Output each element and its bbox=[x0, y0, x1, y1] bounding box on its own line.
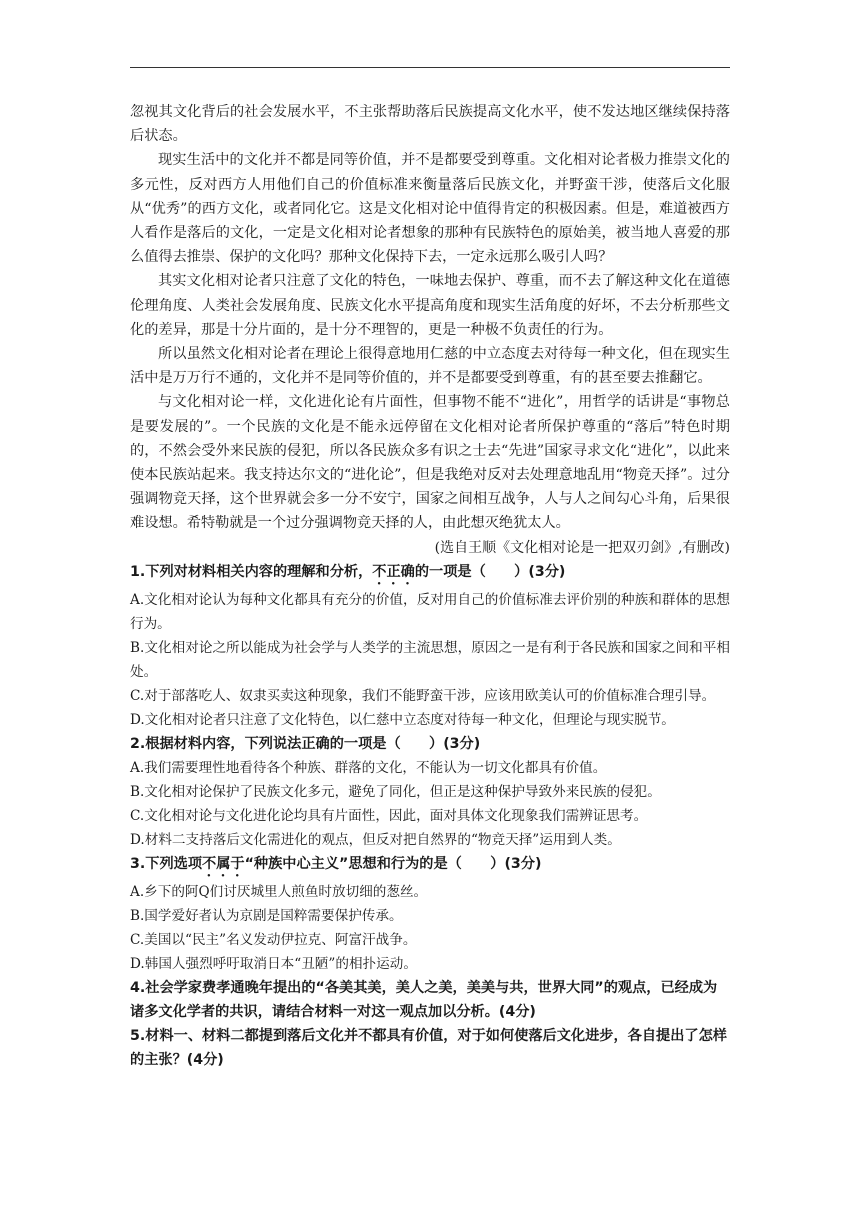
option: A.我们需要理性地看待各个种族、群落的文化，不能认为一切文化都具有价值。 bbox=[130, 759, 607, 776]
question-1-text-end: 的一项是（ ） bbox=[414, 563, 529, 580]
paragraph: 与文化相对论一样，文化进化论有片面性，但事物不能不“进化”，用哲学的话讲是“事物总是要发展的”。一个民族的文化是不能永远停留在文化相对论者所保护尊重的“落后”特色时期的，不然会受外来民族的侵犯，所以各民族众多有识之士去“先进”国家寻求文化“进化”，以此来使本民族站起来。我支持达尔文的“进化论”，但是我绝对反对去处理意地乱用“物竞天择”。过分强调物竞天择，这个世界就会多一分不安宁，国家之间相互战争，人与人之间勾心斗角，后果很难设想。希特勒就是一个过分强调物竞天择的人，由此想灭绝犹太人。 bbox=[130, 394, 730, 532]
paragraph: 现实生活中的文化并不都是同等价值，并不是都要受到尊重。文化相对论者极力推崇文化的多元性，反对西方人用他们自己的价值标准来衡量落后民族文化，并野蛮干涉，使落后文化服从“优秀”的西方文化，或者同化它。这是文化相对论中值得肯定的积极因素。但是，难道被西方人看作是落后的文化，一定是文化相对论者想象的那种有民族特色的原始美，被当地人喜爱的那么值得去推崇、保护的文化吗？那种文化保持下去，一定永远那么吸引人吗？ bbox=[130, 152, 730, 266]
option: C.美国以“民主”名义发动伊拉克、阿富汗战争。 bbox=[130, 931, 417, 948]
option: D.材料二支持落后文化需进化的观点，但反对把自然界的“物竞天择”运用到人类。 bbox=[130, 831, 621, 848]
paragraph: 其实文化相对论者只注意了文化的特色，一味地去保护、尊重，而不去了解这种文化在道德伦理角度、人类社会发展角度、民族文化水平提高角度和现实生活角度的好坏，不去分析那些文化的差异，那是十分片面的，是十分不理智的，更是一种极不负责任的行为。 bbox=[130, 273, 730, 338]
question-3-text-end: “种族中心主义”思想和行为的是（ ） bbox=[244, 855, 505, 872]
question-1 bbox=[130, 560, 730, 588]
source-citation: (选自王顺《文化相对论是一把双刃剑》,有删改) bbox=[434, 539, 730, 556]
points: (3分) bbox=[443, 735, 481, 752]
emphasis-text: 不正确 bbox=[372, 563, 415, 580]
points: (3分) bbox=[528, 563, 566, 580]
question-1-text: 1.下列对材料相关内容的理解和分析， bbox=[130, 563, 373, 580]
option: C.文化相对论与文化进化论均具有片面性，因此，面对具体文化现象我们需辨证思考。 bbox=[130, 807, 648, 824]
header-rule bbox=[130, 67, 730, 68]
question-4: 4.社会学家费孝通晚年提出的“各美其美，美人之美，美美与共，世界大同”的观点，已经成为诸多文化学者的共识，请结合材料一对这一观点加以分析。(4分) bbox=[130, 979, 718, 1020]
option: B.文化相对论保护了民族文化多元，避免了同化，但正是这种保护导致外来民族的侵犯。 bbox=[130, 783, 661, 800]
question-2-text: 2.根据材料内容，下列说法正确的一项是（ ） bbox=[130, 735, 444, 752]
option: A.文化相对论认为每种文化都具有充分的价值，反对用自己的价值标准去评价别的种族和群体的思想行为。 bbox=[130, 591, 730, 632]
option: C.对于部落吃人、奴隶买卖这种现象，我们不能野蛮干涉，应该用欧美认可的价值标准合理引导。 bbox=[130, 687, 716, 704]
option: B.国学爱好者认为京剧是国粹需要保护传承。 bbox=[130, 907, 403, 924]
points: (3分) bbox=[504, 855, 542, 872]
question-5: 5.材料一、材料二都提到落后文化并不都具有价值，对于如何使落后文化进步，各自提出了怎样的主张？(4分) bbox=[130, 1027, 727, 1068]
question-3-text: 3.下列选项 bbox=[130, 855, 203, 872]
option: D.文化相对论者只注意了文化特色，以仁慈中立态度对待每一种文化，但理论与现实脱节。 bbox=[130, 711, 675, 728]
question-3 bbox=[130, 852, 730, 880]
question-2 bbox=[130, 732, 730, 756]
option: B.文化相对论之所以能成为社会学与人类学的主流思想，原因之一是有利于各民族和国家之间和平相处。 bbox=[130, 639, 730, 680]
paragraph: 所以虽然文化相对论者在理论上很得意地用仁慈的中立态度去对待每一种文化，但在现实生活中是万万行不通的，文化并不是同等价值的，并不是都要受到尊重，有的甚至要去推翻它。 bbox=[130, 346, 730, 387]
option: A.乡下的阿Q们讨厌城里人煎鱼时放切细的葱丝。 bbox=[130, 883, 428, 900]
emphasis-text: 不属于 bbox=[202, 855, 245, 872]
option: D.韩国人强烈呼吁取消日本“丑陋”的相扑运动。 bbox=[130, 955, 417, 972]
paragraph: 忽视其文化背后的社会发展水平，不主张帮助落后民族提高文化水平，使不发达地区继续保持落后状态。 bbox=[130, 104, 730, 145]
document-page bbox=[130, 100, 730, 1072]
